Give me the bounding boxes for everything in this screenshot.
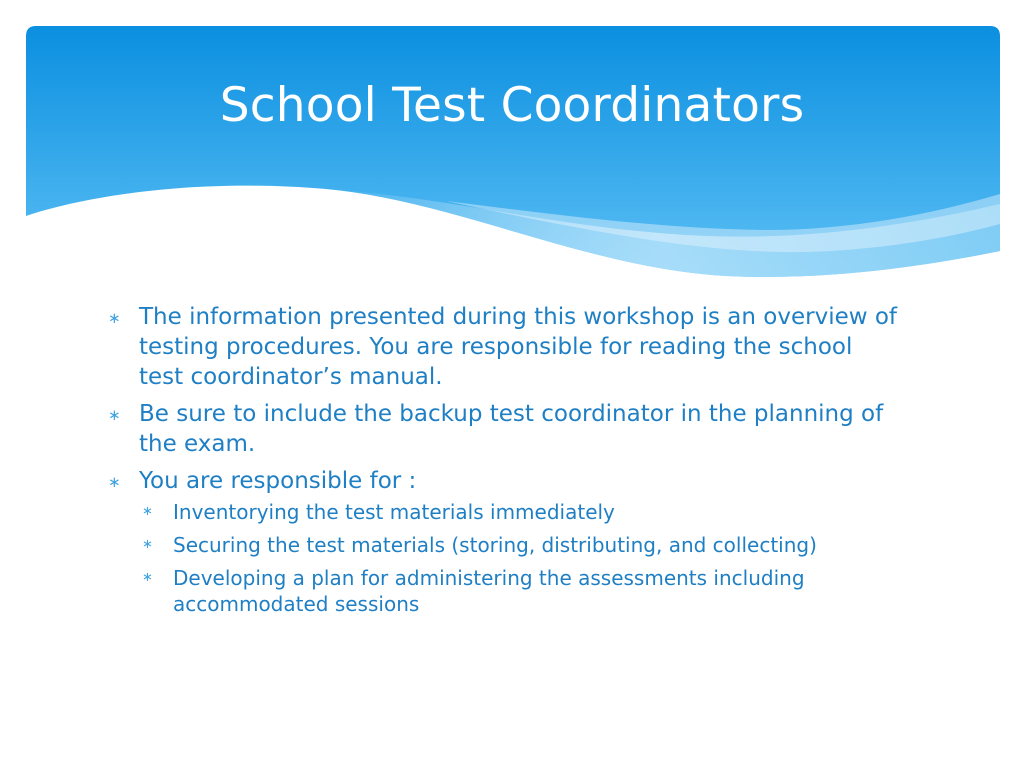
list-item [108, 466, 898, 617]
bullet-text: Be sure to include the backup test coordinator in the planning of the exam. [139, 401, 884, 457]
bullet-text: You are responsible for : [139, 468, 417, 494]
slide-title: School Test Coordinators [219, 78, 805, 133]
sub-list-item [142, 499, 898, 525]
bullet-list [108, 302, 898, 624]
asterisk-bullet-icon: ∗ [108, 473, 121, 491]
sub-list-item [142, 532, 898, 558]
bullet-text: The information presented during this workshop is an overview of testing procedures. You are responsible for reading the school test coordinator’s manual. [139, 304, 898, 390]
list-item [108, 399, 898, 459]
wave-background [26, 26, 1000, 286]
sub-bullet-text: Developing a plan for administering the assessments including accommodated sessions [173, 566, 805, 616]
sub-bullet-list [142, 499, 898, 617]
asterisk-bullet-icon: ∗ [142, 504, 153, 519]
sub-bullet-text: Inventorying the test materials immediately [173, 500, 615, 524]
sub-bullet-text: Securing the test materials (storing, distributing, and collecting) [173, 533, 817, 557]
sub-list-item [142, 565, 898, 617]
asterisk-bullet-icon: ∗ [142, 570, 153, 585]
asterisk-bullet-icon: ∗ [108, 309, 121, 327]
asterisk-bullet-icon: ∗ [142, 537, 153, 552]
title-banner [26, 26, 1000, 286]
asterisk-bullet-icon: ∗ [108, 406, 121, 424]
list-item [108, 302, 898, 392]
